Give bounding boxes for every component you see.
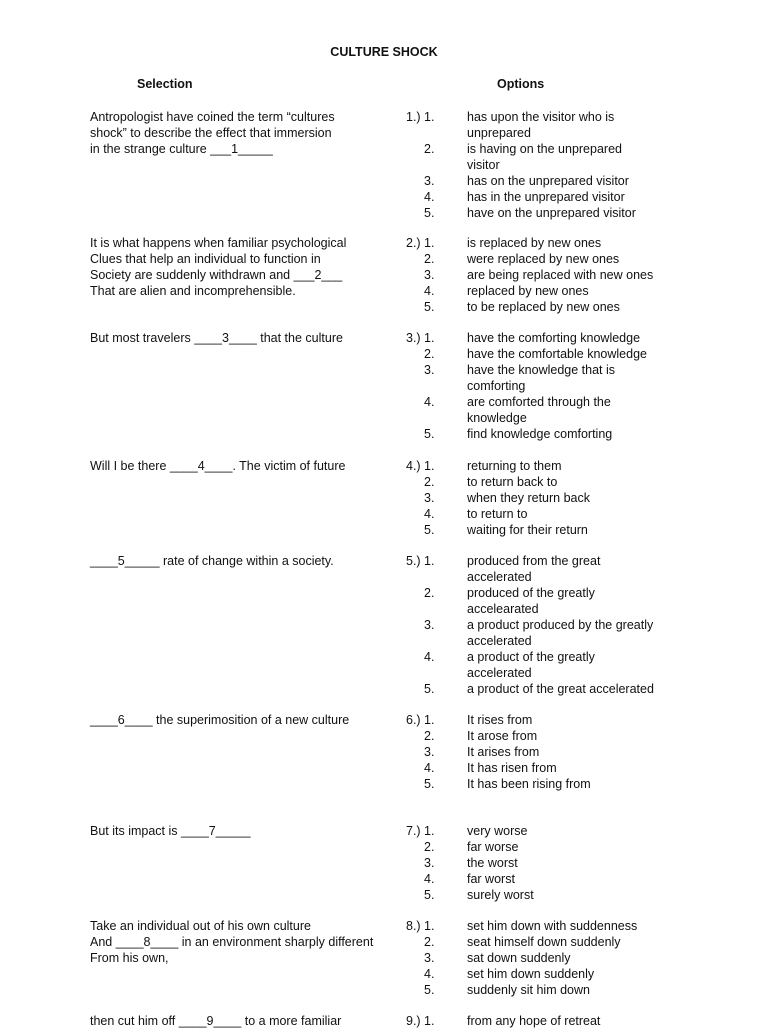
option-list [424,235,724,315]
option-list [424,458,724,538]
option-number: 5. [424,427,435,441]
question-line: It is what happens when familiar psychological [90,236,347,250]
option-item [424,887,724,903]
question-number: 6.) [406,713,421,727]
option-number: 3. [424,363,435,377]
option-number: 2. [424,586,435,600]
option-number: 5. [424,206,435,220]
option-number: 1. [424,713,435,727]
option-text: from any hope of retreat [467,1014,601,1028]
option-text: is replaced by new ones [467,236,602,250]
option-item [424,299,724,315]
option-text: sat down suddenly [467,951,571,965]
option-text: produced of the greatly accelearated [467,586,595,616]
option-text: It has risen from [467,761,557,775]
option-text: the worst [467,856,518,870]
question-text [90,330,410,346]
option-item [424,918,724,934]
option-number: 4. [424,284,435,298]
option-number: 1. [424,331,435,345]
option-number: 3. [424,174,435,188]
question-line: And ____8____ in an environment sharply different [90,935,374,949]
option-text: has on the unprepared visitor [467,174,629,188]
option-text: to be replaced by new ones [467,300,620,314]
question-line: From his own, [90,951,169,965]
question-line: ____5_____ rate of change within a society. [90,554,334,568]
option-number: 3. [424,745,435,759]
option-text: It arose from [467,729,538,743]
option-number: 1. [424,554,435,568]
question-line: Society are suddenly withdrawn and ___2___ [90,268,343,282]
option-item [424,426,724,442]
option-number: 5. [424,777,435,791]
option-item [424,855,724,871]
option-item [424,330,724,346]
option-item [424,744,724,760]
option-number: 1. [424,1014,435,1028]
option-list [424,553,724,697]
option-number: 2. [424,840,435,854]
question-text [90,823,410,839]
option-text: waiting for their return [467,523,588,537]
question-number: 7.) [406,824,421,838]
option-item [424,966,724,982]
option-item [424,109,724,141]
option-text: returning to them [467,459,562,473]
question-text [90,235,410,299]
option-text: to return back to [467,475,558,489]
option-item [424,712,724,728]
question-number: 5.) [406,554,421,568]
option-item [424,839,724,855]
page-title: CULTURE SHOCK [330,45,438,59]
question-number: 8.) [406,919,421,933]
option-item [424,506,724,522]
question-number: 4.) [406,459,421,473]
selection-header: Selection [137,77,193,91]
option-item [424,776,724,792]
question-text [90,918,410,966]
option-item [424,474,724,490]
option-number: 3. [424,268,435,282]
option-number: 5. [424,983,435,997]
option-item [424,251,724,267]
option-text: a product of the great accelerated [467,682,654,696]
option-text: a product produced by the greatly accelerated [467,618,654,648]
question-line: ____6____ the superimosition of a new culture [90,713,350,727]
option-text: replaced by new ones [467,284,589,298]
option-text: seat himself down suddenly [467,935,621,949]
option-item [424,267,724,283]
option-list [424,109,724,221]
option-text: are comforted through the knowledge [467,395,611,425]
option-text: far worst [467,872,515,886]
option-item [424,394,724,426]
option-text: a product of the greatly accelerated [467,650,595,680]
option-text: far worse [467,840,519,854]
option-list [424,1013,724,1029]
option-text: find knowledge comforting [467,427,613,441]
question-text [90,458,410,474]
option-text: suddenly sit him down [467,983,590,997]
option-text: to return to [467,507,528,521]
option-text: It arises from [467,745,540,759]
option-item [424,617,724,649]
question-line: then cut him off ____9____ to a more familiar [90,1014,342,1028]
option-item [424,585,724,617]
option-item [424,346,724,362]
option-number: 3. [424,491,435,505]
option-number: 1. [424,459,435,473]
option-item [424,982,724,998]
option-item [424,1013,724,1029]
option-text: It rises from [467,713,533,727]
option-number: 1. [424,824,435,838]
option-item [424,490,724,506]
option-number: 2. [424,252,435,266]
option-text: set him down with suddenness [467,919,638,933]
option-number: 2. [424,142,435,156]
option-number: 4. [424,650,435,664]
option-text: have the comforting knowledge [467,331,641,345]
question-line: But its impact is ____7_____ [90,824,251,838]
option-number: 1. [424,236,435,250]
option-item [424,553,724,585]
option-item [424,934,724,950]
option-list [424,918,724,998]
option-number: 4. [424,507,435,521]
option-text: have on the unprepared visitor [467,206,636,220]
option-item [424,649,724,681]
question-number: 1.) [406,110,421,124]
option-number: 5. [424,888,435,902]
options-header: Options [497,77,545,91]
option-number: 2. [424,475,435,489]
option-number: 4. [424,761,435,775]
option-number: 1. [424,919,435,933]
option-item [424,522,724,538]
option-text: has upon the visitor who is unprepared [467,110,615,140]
question-number: 2.) [406,236,421,250]
question-text [90,553,410,569]
question-text [90,712,410,728]
option-number: 5. [424,300,435,314]
option-text: produced from the great accelerated [467,554,601,584]
option-number: 3. [424,856,435,870]
option-text: very worse [467,824,528,838]
option-item [424,141,724,173]
option-text: have the knowledge that is comforting [467,363,616,393]
question-line: But most travelers ____3____ that the culture [90,331,343,345]
option-number: 2. [424,935,435,949]
question-line: Take an individual out of his own culture [90,919,311,933]
option-number: 4. [424,190,435,204]
question-line: shock” to describe the effect that immersion [90,126,332,140]
option-text: has in the unprepared visitor [467,190,625,204]
question-text [90,1013,410,1029]
option-number: 2. [424,347,435,361]
option-text: surely worst [467,888,534,902]
option-item [424,871,724,887]
option-number: 3. [424,618,435,632]
option-number: 3. [424,951,435,965]
option-item [424,458,724,474]
option-item [424,205,724,221]
option-text: set him down suddenly [467,967,595,981]
option-list [424,330,724,442]
question-line: Will I be there ____4____. The victim of future [90,459,346,473]
option-number: 4. [424,395,435,409]
option-text: have the comfortable knowledge [467,347,647,361]
option-item [424,728,724,744]
question-line: in the strange culture ___1_____ [90,142,273,156]
option-item [424,681,724,697]
option-text: is having on the unprepared visitor [467,142,622,172]
option-number: 1. [424,110,435,124]
question-number: 3.) [406,331,421,345]
option-number: 4. [424,967,435,981]
option-list [424,712,724,792]
question-line: Clues that help an individual to function in [90,252,321,266]
option-number: 5. [424,682,435,696]
option-item [424,362,724,394]
question-line: That are alien and incomprehensible. [90,284,296,298]
option-text: It has been rising from [467,777,591,791]
option-item [424,189,724,205]
option-number: 2. [424,729,435,743]
option-number: 5. [424,523,435,537]
question-line: Antropologist have coined the term “cultures [90,110,335,124]
option-number: 4. [424,872,435,886]
option-text: were replaced by new ones [467,252,620,266]
option-item [424,950,724,966]
option-text: when they return back [467,491,590,505]
option-item [424,283,724,299]
option-item [424,173,724,189]
option-text: are being replaced with new ones [467,268,654,282]
question-text [90,109,410,157]
question-number: 9.) [406,1014,421,1028]
option-list [424,823,724,903]
option-item [424,823,724,839]
option-item [424,760,724,776]
option-item [424,235,724,251]
